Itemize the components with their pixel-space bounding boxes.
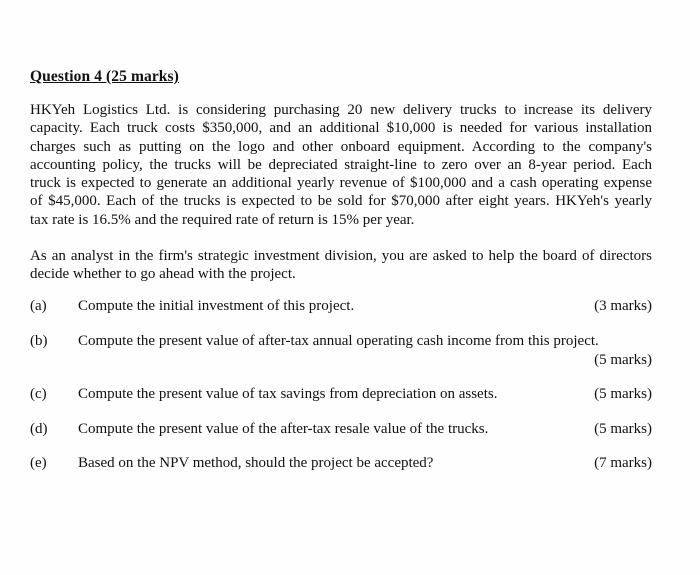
part-marks: (5 marks) xyxy=(594,352,652,368)
question-title: Question 4 (25 marks) xyxy=(30,68,179,85)
paragraph-line: charges such as putting on the logo and other onboard equipment. According to the company's xyxy=(30,138,652,155)
part-label: (e) xyxy=(30,455,47,471)
question-part-e xyxy=(30,455,652,475)
paragraph-line: of $45,000. Each of the trucks is expected to be sold for $70,000 after eight years. HKYeh's yearly xyxy=(30,193,652,210)
part-marks: (5 marks) xyxy=(594,421,652,437)
paragraph-line: capacity. Each truck costs $350,000, and an additional $10,000 is needed for various installation xyxy=(30,120,652,137)
part-text: Based on the NPV method, should the project be accepted? xyxy=(78,455,434,471)
part-label: (c) xyxy=(30,386,47,402)
part-label: (d) xyxy=(30,421,48,437)
question-part-b xyxy=(30,333,652,368)
task-paragraph xyxy=(30,247,652,284)
paragraph-line: HKYeh Logistics Ltd. is considering purchasing 20 new delivery trucks to increase its delivery xyxy=(30,102,652,118)
question-part-a xyxy=(30,298,652,318)
part-marks: (5 marks) xyxy=(594,386,652,402)
question-part-c xyxy=(30,386,652,406)
part-label: (b) xyxy=(30,333,48,349)
paragraph-line: decide whether to go ahead with the project. xyxy=(30,266,296,283)
scenario-paragraph xyxy=(30,101,652,229)
part-marks: (7 marks) xyxy=(594,455,652,471)
part-text: Compute the initial investment of this project. xyxy=(78,298,355,314)
paragraph-line: accounting policy, the trucks will be depreciated straight-line to zero over an 8-year period. Each xyxy=(30,156,652,173)
part-text: Compute the present value of after-tax annual operating cash income from this project. xyxy=(78,333,599,349)
paragraph-line: truck is expected to generate an additional yearly revenue of $100,000 and a cash operating expense xyxy=(30,175,652,192)
part-text: Compute the present value of the after-tax resale value of the trucks. xyxy=(78,421,489,437)
part-marks: (3 marks) xyxy=(594,298,652,314)
paragraph-line: As an analyst in the firm's strategic investment division, you are asked to help the board of directors xyxy=(30,248,652,264)
part-label: (a) xyxy=(30,298,47,314)
question-part-d xyxy=(30,421,652,441)
paragraph-line: tax rate is 16.5% and the required rate of return is 15% per year. xyxy=(30,211,415,228)
part-text: Compute the present value of tax savings from depreciation on assets. xyxy=(78,386,498,402)
